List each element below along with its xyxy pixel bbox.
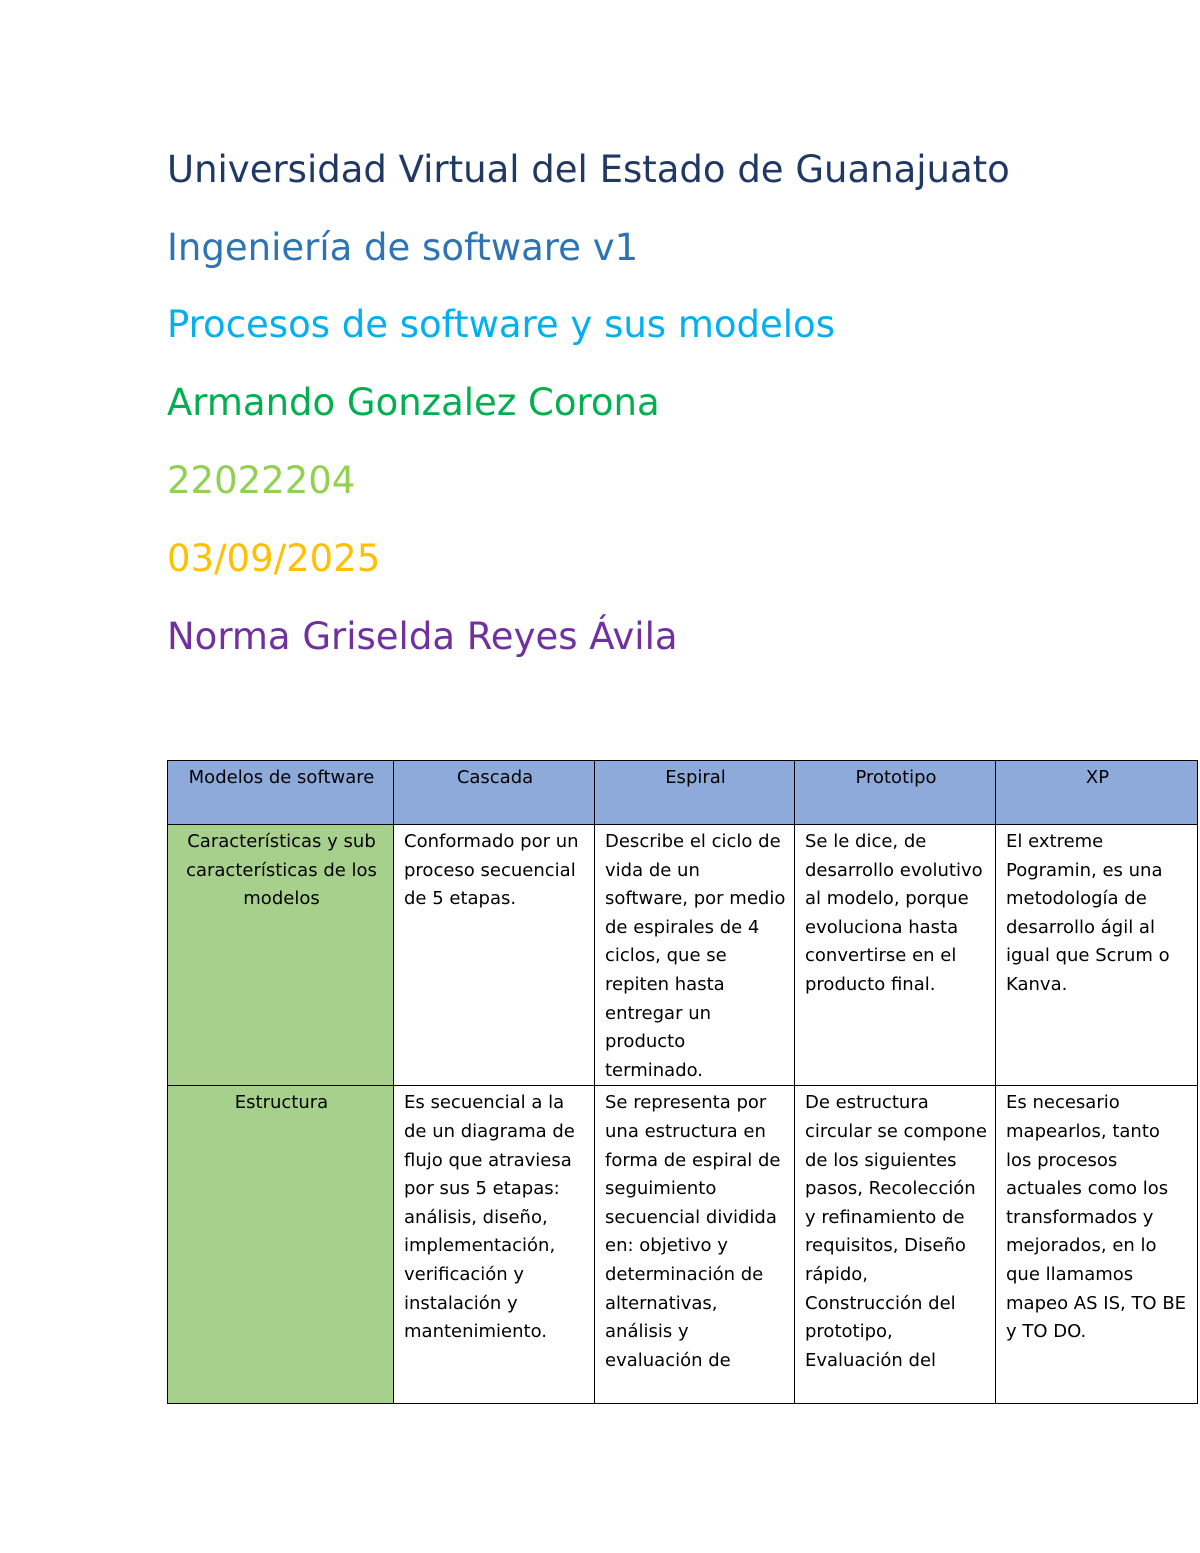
cell-prototipo-caracteristicas: Se le dice, de desarrollo evolutivo al modelo, porque evoluciona hasta convertirse en el producto final. [795,825,996,1086]
header-xp: XP [996,761,1198,825]
cell-cascada-estructura [394,1086,595,1404]
student-name: Armando Gonzalez Corona [167,381,660,424]
table-row [168,825,1198,1086]
cell-espiral-caracteristicas: Describe el ciclo de vida de un software, por medio de espirales de 4 ciclos, que se repiten hasta entregar un producto terminado. [595,825,795,1086]
header-cascada: Cascada [394,761,595,825]
header-espiral: Espiral [595,761,795,825]
teacher-name: Norma Griselda Reyes Ávila [167,615,678,658]
table-row [168,1086,1198,1404]
cell-text: Es secuencial a la de un diagrama de flujo que atraviesa por sus 5 etapas: análisis, diseño, implementación, verificación y instalación y mantenimiento. [404,1092,575,1343]
software-models-table [167,760,1198,1404]
university-name: Universidad Virtual del Estado de Guanajuato [167,148,1010,191]
cell-prototipo-estructura [795,1086,996,1404]
cell-text: Es necesario mapearlos, tanto los procesos actuales como los transformados y mejorados, en lo que llamamos mapeo AS IS, TO BE y TO DO. [1006,1092,1187,1343]
cell-xp-caracteristicas: El extreme Pogramin, es una metodología de desarrollo ágil al igual que Scrum o Kanva. [996,825,1198,1086]
header-models: Modelos de software [168,761,394,825]
cell-text: Se representa por una estructura en forma de espiral de seguimiento secuencial dividida en: objetivo y determinación de alternativas, análisis y evaluación de [605,1092,781,1371]
cell-text: De estructura circular se compone de los siguientes pasos, Recolección y refinamiento de requisitos, Diseño rápido, Construcción del prototipo, Evaluación del [805,1092,987,1371]
row-label-estructura [168,1086,394,1404]
cell-cascada-caracteristicas: Conformado por un proceso secuencial de 5 etapas. [394,825,595,1086]
student-id: 22022204 [167,459,356,502]
course-name: Ingeniería de software v1 [167,226,639,269]
row-label-text: Estructura [234,1092,329,1114]
assignment-title: Procesos de software y sus modelos [167,303,835,346]
cell-xp-estructura [996,1086,1198,1404]
header-prototipo: Prototipo [795,761,996,825]
date: 03/09/2025 [167,537,381,580]
table-header-row [168,761,1198,825]
cell-espiral-estructura [595,1086,795,1404]
row-label-caracteristicas: Características y sub características de los modelos [168,825,394,1086]
